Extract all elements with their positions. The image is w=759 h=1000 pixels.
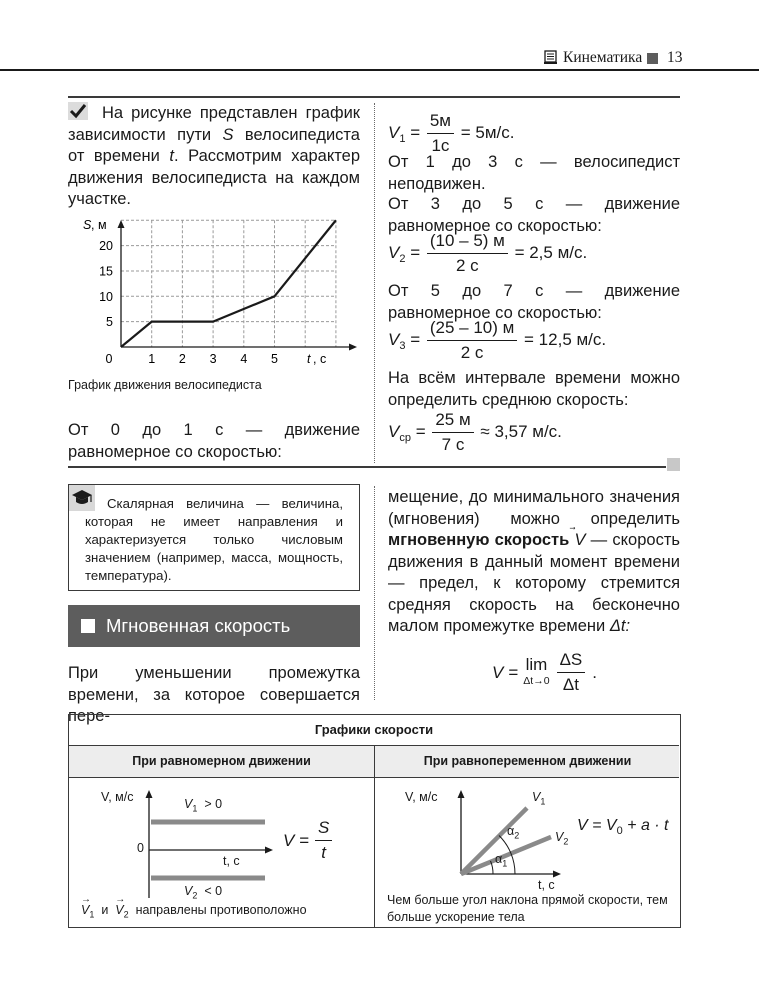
accel-axis-x-label: t, с [538,878,555,892]
uniform-axis-x-label: t, с [223,854,240,868]
y-axis-label-var: S [83,218,92,232]
v1-line [151,820,265,825]
y-axis-label-unit: , м [91,218,107,232]
chart-caption: График движения велосипедиста [68,378,262,392]
table-title: Графики скорости [314,722,434,737]
x-tick-label: 2 [178,352,186,366]
section-title: Мгновенная скорость [106,615,291,636]
bottom-rule [68,466,666,468]
col2-header: При равнопеременном движении [423,754,632,768]
v1-label: $V_1 > 0$ [184,797,223,814]
corner-square [667,458,680,471]
alpha2-label: $\alpha_2$ [507,824,520,841]
header-rule [0,69,759,71]
x-tick-label: 0 [105,352,113,366]
section-text-left: При уменьшении промежутка времени, за которое совершается пере- [68,664,360,725]
x-tick-label: 3 [209,352,217,366]
section-square [81,619,95,633]
paragraph-average: На всём интервале времени можно определить среднюю скорость: [388,369,680,409]
section-text-right: мещение, до минимального значения (мгновения) можно определить мгновенную скорость V — скорость движения в данный момент времени — предел, к которому стремится средняя скорость на бесконечно малом промежутке времени Δt: [388,488,680,635]
series-line [121,220,336,347]
page-number: 13 [667,49,683,66]
limit-formula: V = lim Δt→0 $\frac{\Delta S}{\Delta t}$ . [492,650,597,694]
definition-text: Скалярная величина — величина, которая не имеет направления и характеризуется только числовым значением (например, масса, мощность, температура). [85,496,343,583]
vector-v: V [574,531,586,549]
book-icon [543,50,558,65]
col1-header: При равномерном движении [132,754,311,768]
velocity-graphs-table [68,714,681,928]
formula-v3: $V_3$ = $\frac{(25 - 10) м}{2 с}$ = 12,5 м/с. [388,318,607,362]
top-rule [68,96,680,98]
v2-label: $V_2 < 0$ [184,884,223,901]
middle-column-divider [374,486,375,700]
y-tick-label: 20 [99,239,113,254]
y-tick-label: 15 [99,264,113,279]
accelerated-formula: $V = V_0 + a \cdot t$ [577,817,669,837]
uniform-zero-label: 0 [137,841,144,855]
page-header [0,0,759,70]
formula-v1: $V_1$ = $\frac{5м}{1с}$ = 5м/с. [388,111,515,155]
paragraph-5-7: От 5 до 7 с — движение равномерное со скоростью: [388,282,680,322]
intro-paragraph: На рисунке представлен график зависимости пути S велосипедиста от времени t. Рассмотрим характер движения велосипедиста на каждом участке. [68,104,360,208]
uniform-formula: V = $\frac{S}{t}$ [283,818,334,863]
distance-time-chart [75,212,360,374]
limit-lhs: V [492,662,504,682]
x-tick-label: 4 [240,352,248,366]
accelerated-graph [375,778,680,928]
v2-line [151,876,265,881]
x-tick-label: 5 [271,352,278,366]
x-axis-label-var: t [307,352,311,366]
header-square [647,53,658,64]
y-tick-label: 10 [99,289,113,304]
accelerated-note: Чем больше угол наклона прямой скорости, тем больше ускорение тела [387,893,668,924]
v1-line-label: $V_1$ [532,790,546,807]
accel-axis-y-label: V, м/с [405,790,438,804]
uniform-graph [69,778,374,928]
paragraph-0-1: От 0 до 1 с — движение равномерное со скоростью: [68,421,360,461]
definition-box [68,484,360,591]
v1-slope-line [461,808,527,874]
header-section-title: Кинематика [563,49,643,66]
uniform-note: V → $_1$ и V → $_2$ направлены противоположно [81,894,307,920]
formula-v2: $V_2$ = $\frac{(10 - 5) м}{2 с}$ = 2,5 м/с. [388,231,588,275]
paragraph-3-5: От 3 до 5 с — движение равномерное со скоростью: [388,195,680,235]
v2-line-label: $V_2$ [555,830,569,847]
x-axis-arrow [349,344,357,351]
formula-vcp: $V_{ср}$ = $\frac{25 м}{7 с}$ ≈ 3,57 м/с. [388,410,562,454]
uniform-axis-y-label: V, м/с [101,790,134,804]
y-tick-label: 5 [106,315,113,330]
y-axis-arrow [118,220,125,228]
section-banner [68,605,360,647]
x-tick-label: 1 [148,352,156,366]
alpha1-label: $\alpha_1$ [495,852,508,869]
paragraph-1-3: От 1 до 3 с — велосипедист неподвижен. [388,153,680,193]
x-axis-label-unit: , с [313,352,327,366]
column-divider [374,103,375,463]
